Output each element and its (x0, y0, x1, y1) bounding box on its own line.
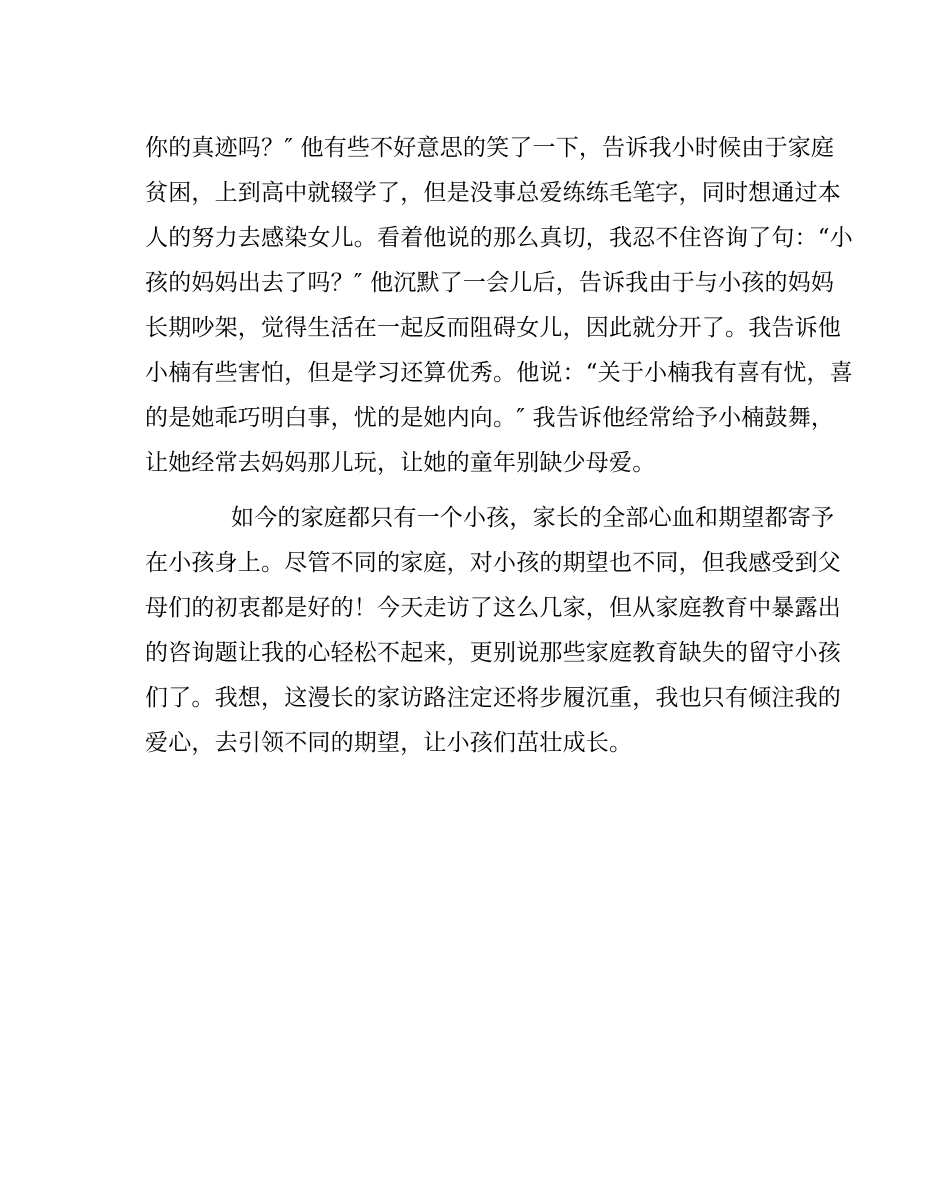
paragraph-line: 你的真迹吗？″ 他有些不好意思的笑了一下，告诉我小时候由于家庭 (145, 135, 835, 161)
paragraph-line: 如今的家庭都只有一个小孩，家长的全部心血和期望都寄予 (231, 505, 835, 531)
document-body (145, 126, 853, 766)
paragraph-1 (145, 126, 853, 486)
paragraph-line: 长期吵架，觉得生活在一起反而阻碍女儿，因此就分开了。我告诉他 (145, 315, 841, 341)
paragraph-line: 孩的妈妈出去了吗？″ 他沉默了一会儿后，告诉我由于与小孩的妈妈 (145, 270, 835, 296)
paragraph-line: 让她经常去妈妈那儿玩，让她的童年别缺少母爱。 (145, 450, 656, 476)
paragraph-line: 的是她乖巧明白事，忧的是她内向。″ 我告诉他经常给予小楠鼓舞， (145, 405, 835, 431)
paragraph-line: 爱心，去引领不同的期望，让小孩们茁壮成长。 (145, 730, 633, 756)
paragraph-spacing (145, 486, 815, 496)
paragraph-line: 小楠有些害怕，但是学习还算优秀。他说：“关于小楠我有喜有忧，喜 (145, 360, 853, 386)
paragraph-line: 贫困，上到高中就辍学了，但是没事总爱练练毛笔字，同时想通过本 (145, 180, 841, 206)
paragraph-line: 母们的初衷都是好的！今天走访了这么几家，但从家庭教育中暴露出 (145, 595, 841, 621)
paragraph-line: 人的努力去感染女儿。看着他说的那么真切，我忍不住咨询了句：“小 (145, 225, 853, 251)
paragraph-line: 在小孩身上。尽管不同的家庭，对小孩的期望也不同，但我感受到父 (145, 550, 841, 576)
paragraph-line: 们了。我想，这漫长的家访路注定还将步履沉重，我也只有倾注我的 (145, 685, 841, 711)
paragraph-line: 的咨询题让我的心轻松不起来，更别说那些家庭教育缺失的留守小孩 (145, 640, 841, 666)
paragraph-2 (145, 496, 841, 766)
